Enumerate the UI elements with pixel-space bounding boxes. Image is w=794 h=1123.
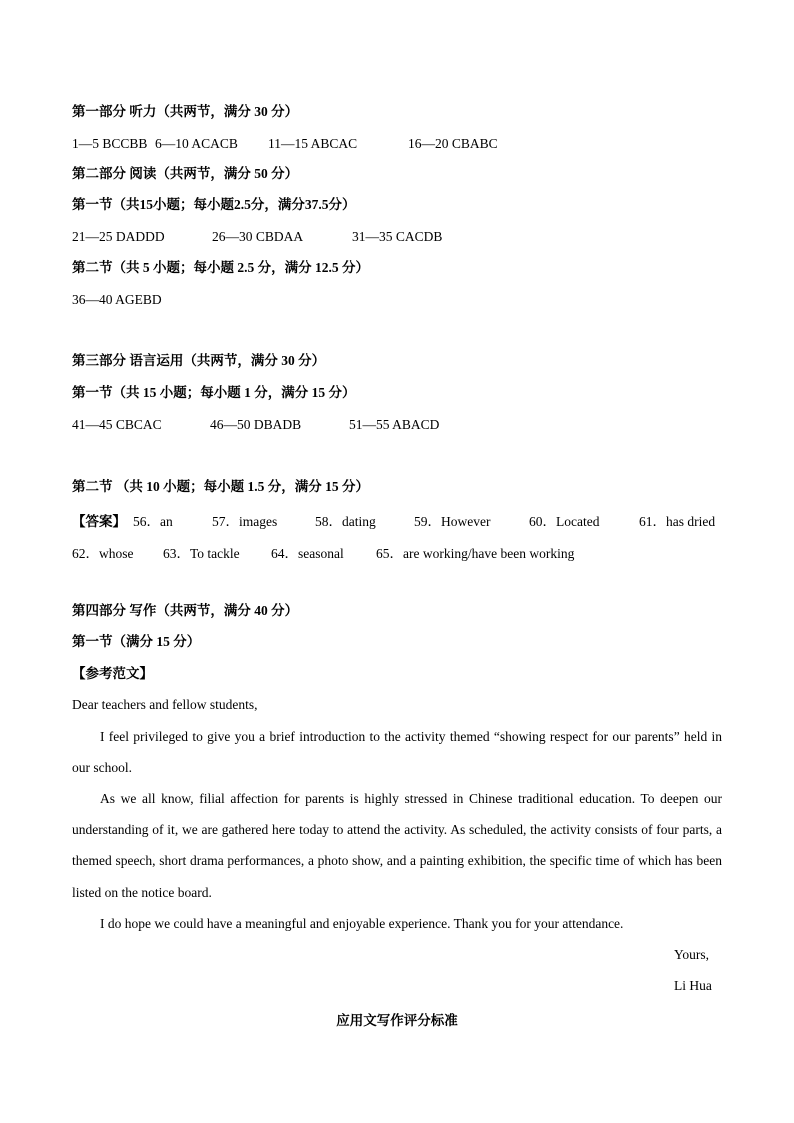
- part3-section2-heading: 第二节 （共 10 小题；每小题 1.5 分，满分 15 分）: [72, 479, 369, 494]
- answer-label: 【答案】: [72, 514, 126, 529]
- letter-signature: Li Hua: [674, 978, 712, 993]
- part2-heading: 第二部分 阅读（共两节，满分 50 分）: [72, 166, 299, 181]
- answer-group: 51—55 ABACD: [349, 417, 440, 432]
- answer-group: 21—25 DADDD: [72, 229, 165, 244]
- blank-answer: 57．images: [212, 514, 278, 529]
- part3-heading: 第三部分 语言运用（共两节，满分 30 分）: [72, 353, 326, 368]
- answer-group: 36—40 AGEBD: [72, 292, 162, 307]
- criteria-title: 应用文写作评分标准: [336, 1013, 458, 1028]
- answer-group: 6—10 ACACB: [155, 136, 238, 151]
- answer-group: 41—45 CBCAC: [72, 417, 162, 432]
- letter-closing: Yours,: [674, 947, 710, 962]
- blank-answer: 64．seasonal: [271, 546, 344, 561]
- part3-section1-heading: 第一节（共 15 小题；每小题 1 分，满分 15 分）: [72, 385, 356, 400]
- blank-answer: 56．an: [133, 514, 173, 529]
- part4-section1-heading: 第一节（满分 15 分）: [72, 634, 201, 649]
- answer-group: 11—15 ABCAC: [268, 136, 358, 151]
- blank-answer: 61．has dried: [639, 514, 716, 529]
- sample-essay-label: 【参考范文】: [72, 666, 153, 681]
- letter-paragraph: As we all know, filial affection for parents is highly stressed in Chinese traditional education. To deepen our understanding of it, we are gathered here today to attend the activity. As scheduled, the activity consists of four parts, a themed speech, short drama performances, a photo show, and a painting exhibition, the specific time of which has been listed on the notice board.: [72, 791, 722, 900]
- part2-section1-heading: 第一节（共15小题；每小题2.5分，满分37.5分）: [72, 197, 356, 212]
- answer-group: 16—20 CBABC: [408, 136, 498, 151]
- blank-answer: 58．dating: [315, 514, 376, 529]
- part2-section2-heading: 第二节（共 5 小题；每小题 2.5 分，满分 12.5 分）: [72, 260, 369, 275]
- answer-group: 26—30 CBDAA: [212, 229, 304, 244]
- blank-answer: 63．To tackle: [163, 546, 240, 561]
- blank-answer: 60．Located: [529, 514, 600, 529]
- letter-paragraph: I feel privileged to give you a brief introduction to the activity themed “showing respect for our parents” held in our school.: [72, 729, 722, 776]
- part4-heading: 第四部分 写作（共两节，满分 40 分）: [72, 603, 299, 618]
- answer-group: 31—35 CACDB: [352, 229, 443, 244]
- answer-group: 1—5 BCCBB: [72, 136, 148, 151]
- answer-group: 46—50 DBADB: [210, 417, 302, 432]
- letter-paragraph: I do hope we could have a meaningful and enjoyable experience. Thank you for your attendance.: [100, 916, 624, 931]
- blank-answer: 62．whose: [72, 546, 134, 561]
- part1-heading: 第一部分 听力（共两节，满分 30 分）: [72, 104, 299, 119]
- blank-answer: 65．are working/have been working: [376, 546, 575, 561]
- blank-answer: 59．However: [414, 514, 491, 529]
- letter-salutation: Dear teachers and fellow students,: [72, 697, 258, 712]
